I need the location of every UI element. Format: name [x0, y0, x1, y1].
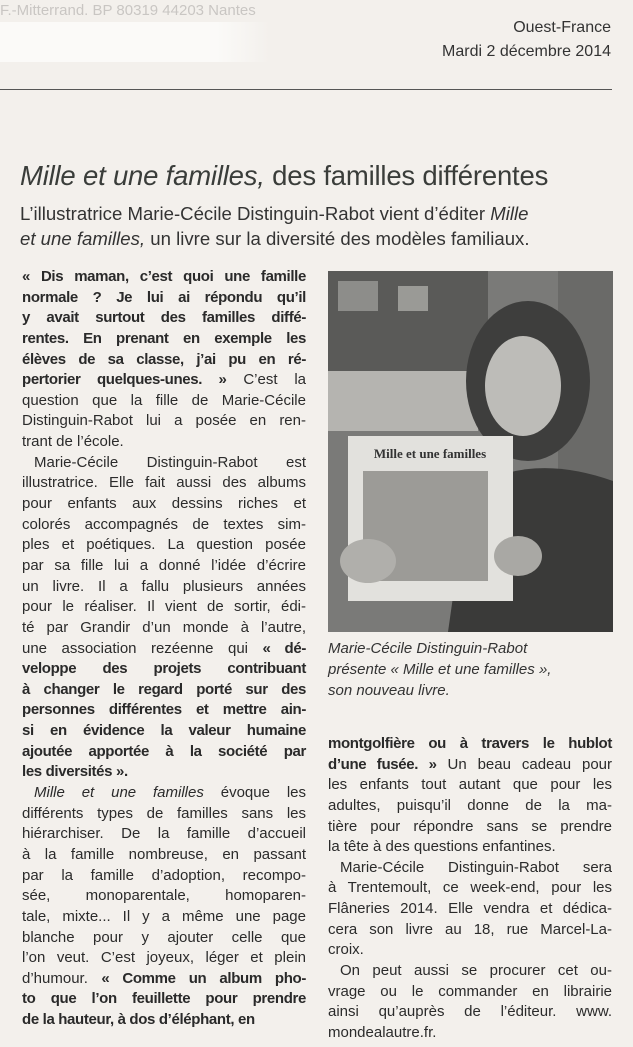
- body-text: Marie-Cécile Distinguin-Rabot est: [34, 453, 306, 471]
- text-line: [22, 700, 306, 721]
- text-line: [22, 969, 306, 990]
- text-line: [22, 762, 306, 783]
- text-line: [328, 837, 612, 858]
- title-italic: Mille et une familles,: [20, 160, 265, 191]
- text-line: [328, 878, 612, 899]
- bold-quote-text: veloppe des projets contribuant: [22, 660, 306, 678]
- text-line: [22, 597, 306, 618]
- publication-date: Mardi 2 décembre 2014: [442, 43, 611, 60]
- lead-italic: et une familles,: [20, 228, 146, 249]
- body-text: sée, monoparentale, homoparen-: [22, 887, 306, 905]
- text-line: [328, 940, 612, 961]
- bold-quote-text: si en évidence la valeur humaine: [22, 722, 306, 740]
- body-text: hiérarchiser. De la famille d’accueil: [22, 825, 306, 843]
- text-line: [22, 453, 306, 474]
- text-line: [22, 350, 306, 371]
- lead-text: L’illustratrice Marie-Cécile Distinguin-Rabot vient d’éditer: [20, 203, 491, 224]
- caption-line: Marie-Cécile Distinguin-Rabot: [328, 640, 528, 657]
- paragraph: [328, 858, 612, 961]
- text-line: [22, 411, 306, 432]
- text-line: [22, 577, 306, 598]
- caption-line: présente « Mille et une familles »,: [328, 661, 552, 678]
- body-text: Marie-Cécile Distinguin-Rabot sera: [340, 858, 612, 876]
- text-line: [22, 432, 306, 453]
- text-line: [22, 783, 306, 804]
- body-text: croix.: [328, 941, 364, 959]
- body-text: C’est la: [226, 371, 306, 389]
- body-text: tale, mixte... Il y a même une page: [22, 907, 306, 925]
- article-lead: [20, 201, 600, 251]
- column-left: [22, 267, 306, 1031]
- body-text: à la famille nombreuse, en passant: [22, 845, 306, 863]
- bold-quote-text: « Comme un album pho-: [101, 969, 307, 987]
- photo-illustration: [328, 271, 613, 632]
- text-line: [22, 391, 306, 412]
- text-line: [22, 618, 306, 639]
- text-line: [328, 858, 612, 879]
- body-text: adultes, puisqu’il donne de la ma-: [328, 796, 612, 814]
- bold-quote-text: montgolfière ou à travers le hublot: [328, 735, 612, 752]
- body-text: Flâneries 2014. Elle vendra et dédica-: [328, 900, 612, 918]
- body-text: l’on veut. C’est joyeux, léger et plein: [22, 949, 306, 967]
- body-text: d’humour.: [22, 969, 102, 987]
- body-text: par la famille d’adoption, recompo-: [22, 866, 306, 884]
- text-line: [22, 989, 306, 1010]
- text-line: [328, 755, 612, 776]
- text-line: [328, 982, 612, 1003]
- text-line: [22, 948, 306, 969]
- text-line: [22, 845, 306, 866]
- bold-quote-text: rentes. En prenant en exemple les: [22, 329, 306, 347]
- bold-quote-text: à changer le regard porté sur des: [22, 680, 306, 698]
- body-text: ples et poétiques. La question posée: [22, 536, 306, 554]
- body-text: un livre. Il a fallu plusieurs années: [22, 577, 306, 595]
- bold-quote-text: personnes différentes et mettre ain-: [22, 701, 306, 719]
- text-line: [22, 721, 306, 742]
- text-line: [22, 804, 306, 825]
- body-text: colorés accompagnés de textes sim-: [22, 515, 306, 533]
- text-line: [22, 824, 306, 845]
- article-title: [20, 160, 548, 192]
- body-text: les enfants tout autant que pour les: [328, 776, 612, 794]
- body-text: à Trentemoult, ce week-end, pour les: [328, 879, 612, 897]
- column-right: [328, 734, 612, 1044]
- text-line: [328, 920, 612, 941]
- text-line: [22, 928, 306, 949]
- body-text: pour le réaliser. Il vient de sortir, édi-: [22, 598, 306, 616]
- text-line: [328, 796, 612, 817]
- bold-quote-text: normale ? Je lui ai répondu qu’il: [22, 288, 306, 306]
- book-title: Mille et une familles: [373, 446, 487, 461]
- text-line: [22, 1010, 306, 1031]
- body-text: Distinguin-Rabot lui a posée en ren-: [22, 412, 306, 430]
- body-text: différents types de familles sans les: [22, 804, 306, 822]
- lead-text: un livre sur la diversité des modèles familiaux.: [145, 228, 530, 249]
- text-line: [328, 734, 612, 755]
- body-text: On peut aussi se procurer cet ou-: [340, 962, 612, 980]
- text-line: [328, 775, 612, 796]
- text-line: [22, 866, 306, 887]
- bold-quote-text: ajoutée apportée à la société par: [22, 742, 306, 760]
- body-text: Un beau cadeau pour: [436, 755, 612, 773]
- header-rule: [0, 89, 612, 90]
- article-photo: [328, 271, 613, 632]
- body-text: illustratrice. Elle fait aussi des albums: [22, 474, 306, 492]
- photo-caption: [328, 638, 551, 701]
- text-line: [22, 742, 306, 763]
- bold-quote-text: élèves de sa classe, j’ai pu en ré-: [22, 350, 306, 368]
- text-line: [22, 659, 306, 680]
- newspaper-name: Ouest-France: [513, 19, 611, 36]
- body-text: une association rezéenne qui: [22, 639, 263, 657]
- bold-quote-text: y avait surtout des familles diffé-: [22, 309, 306, 327]
- text-line: [22, 308, 306, 329]
- text-line: [22, 886, 306, 907]
- body-text: té par Grandir d’un monde à l’autre,: [22, 618, 306, 636]
- text-line: [22, 639, 306, 660]
- body-text: question que la fille de Marie-Cécile: [22, 391, 306, 409]
- italic-text: Mille et une familles: [34, 784, 204, 802]
- text-line: [22, 288, 306, 309]
- text-line: [22, 907, 306, 928]
- text-line: [22, 515, 306, 536]
- text-line: [22, 329, 306, 350]
- lead-italic: Mille: [490, 203, 529, 224]
- body-text: mondealautre.fr.: [328, 1023, 437, 1041]
- body-text: évoque les: [203, 784, 306, 802]
- bold-quote-text: « dé-: [262, 639, 306, 657]
- text-line: [328, 817, 612, 838]
- text-line: [22, 370, 306, 391]
- body-text: vrage ou le commander en librairie: [328, 982, 612, 1000]
- text-line: [328, 1002, 612, 1023]
- bold-quote-text: to que l’on feuillette pour prendre: [22, 990, 306, 1008]
- body-text: par sa fille lui a donné l’idée d’écrire: [22, 556, 306, 574]
- title-rest: des familles différentes: [264, 160, 549, 191]
- paragraph: [22, 783, 306, 1031]
- bold-quote-text: « Dis maman, c’est quoi une famille: [22, 268, 306, 285]
- body-text: cera son livre au 18, rue Marcel-La-: [328, 920, 612, 938]
- bold-quote-text: de la hauteur, à dos d’éléphant, en: [22, 1011, 255, 1029]
- text-line: [328, 1023, 612, 1044]
- paragraph: [22, 453, 306, 783]
- bold-quote-text: pertorier quelques-unes. »: [22, 371, 227, 389]
- body-text: tière pour répondre sans se prendre: [328, 817, 612, 835]
- body-text: trant de l’école.: [22, 433, 124, 451]
- faded-address: F.-Mitterrand. BP 80319 44203 Nantes: [0, 2, 256, 19]
- caption-line: son nouveau livre.: [328, 682, 450, 699]
- bold-quote-text: d’une fusée. »: [328, 755, 437, 773]
- whiteout-patch: [0, 22, 270, 62]
- text-line: [328, 899, 612, 920]
- body-text: la tête à des questions enfantines.: [328, 838, 556, 856]
- text-line: [328, 961, 612, 982]
- masthead: [442, 16, 611, 64]
- body-text: ainsi qu’auprès de l’éditeur. www.: [328, 1003, 612, 1021]
- paragraph: [328, 734, 612, 858]
- text-line: [22, 473, 306, 494]
- body-text: pour enfants aux dessins riches et: [22, 495, 306, 513]
- text-line: [22, 267, 306, 288]
- text-line: [22, 535, 306, 556]
- body-text: blanche pour y ajouter celle que: [22, 928, 306, 946]
- text-line: [22, 680, 306, 701]
- paragraph: [22, 267, 306, 453]
- text-line: [22, 556, 306, 577]
- text-line: [22, 494, 306, 515]
- bold-quote-text: les diversités ».: [22, 763, 128, 781]
- paragraph: [328, 961, 612, 1044]
